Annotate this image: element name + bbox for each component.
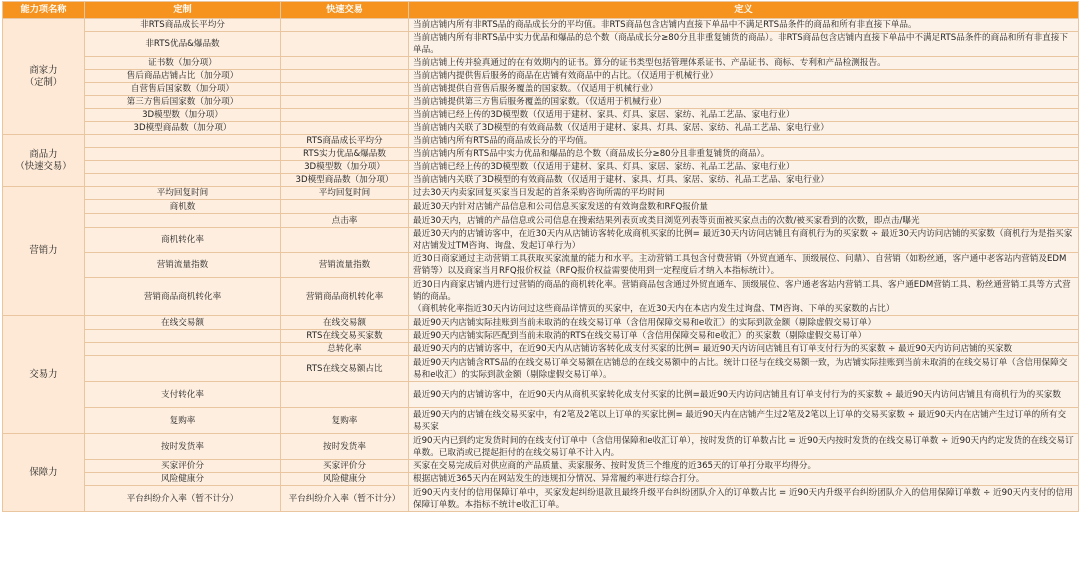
custom-metric	[85, 214, 281, 228]
custom-metric: 按时发货率	[85, 434, 281, 460]
custom-metric: 平台纠纷介入率（暂不计分）	[85, 486, 281, 512]
definition: 买家在交易完成后对供应商的产品质量、卖家服务、按时发货三个维度的近365天的订单打分取平均得分。	[409, 460, 1079, 473]
table-row	[3, 408, 1079, 434]
definition: 最近30天内，店铺的产品信息或公司信息在搜索结果列表页或类目浏览列表等页面被买家点击的次数/被买家看到的次数，即点击/曝光	[409, 214, 1079, 228]
table-row	[3, 343, 1079, 356]
definition: 过去30天内卖家回复买家当日发起的首条采购咨询所需的平均时间	[409, 187, 1079, 200]
table-row	[3, 19, 1079, 32]
quick-metric	[281, 382, 409, 408]
table-row	[3, 70, 1079, 83]
custom-metric	[85, 356, 281, 382]
quick-metric	[281, 122, 409, 135]
definition: 最近90天内的店铺访客中，在近90天内从店铺访客转化成支付买家的比例= 最近90天内访问店铺且有订单支付行为的买家数 ÷ 最近90天内访问店铺的买家数	[409, 343, 1079, 356]
quick-metric	[281, 19, 409, 32]
custom-metric: 非RTS商品成长平均分	[85, 19, 281, 32]
definition: 当前店铺已经上传的3D模型数（仅适用于建材、家具、灯具、家居、家纺、礼品工艺品、家电行业）	[409, 109, 1079, 122]
category-guarantee: 保障力	[3, 434, 85, 512]
quick-metric: RTS商品成长平均分	[281, 135, 409, 148]
definition: 当前店铺内提供售后服务的商品在店铺有效商品中的占比。（仅适用于机械行业）	[409, 70, 1079, 83]
definition: 最近90天内的店铺访客中，在近90天内从商机买家转化成支付买家的比例=最近90天内访问店铺且有订单支付行为的买家数 ÷ 最近90天内访问店铺且有商机行为的买家数	[409, 382, 1079, 408]
custom-metric: 商机数	[85, 200, 281, 214]
custom-metric	[85, 161, 281, 174]
custom-metric: 平均回复时间	[85, 187, 281, 200]
quick-metric: 营销商品商机转化率	[281, 278, 409, 316]
quick-metric: RTS在线交易买家数	[281, 330, 409, 343]
definition: 当前店铺内关联了3D模型的有效商品数（仅适用于建材、家具、灯具、家居、家纺、礼品工艺品、家电行业）	[409, 122, 1079, 135]
quick-metric	[281, 228, 409, 253]
table-row	[3, 200, 1079, 214]
quick-metric: 买家评价分	[281, 460, 409, 473]
table-row	[3, 253, 1079, 278]
custom-metric: 第三方售后国家数（加分项）	[85, 96, 281, 109]
category-marketing: 营销力	[3, 187, 85, 316]
quick-metric: 3D模型商品数（加分项）	[281, 174, 409, 187]
header-capability-name: 能力项名称	[3, 2, 85, 19]
definition: 当前店铺内所有非RTS品中实力优品和爆品的总个数（商品成长分≥80分且非重复铺货的商品）。非RTS商品包含店铺内直接下单品中不满足RTS品条件的商品和所有非直接下单品。	[409, 32, 1079, 57]
header-definition: 定义	[409, 2, 1079, 19]
definition: 近30日商家通过主动营销工具获取买家流量的能力和水平。主动营销工具包含付费营销（外贸直通车、顶级展位、问鼎）、自营销（如粉丝通，客户通中老客站内营销及EDM营销等）以及商家当月RFQ报价权益（RFQ报价权益需要使用到一定程度后才纳入本指标统计）。	[409, 253, 1079, 278]
quick-metric	[281, 70, 409, 83]
custom-metric: 支付转化率	[85, 382, 281, 408]
quick-metric: RTS在线交易额占比	[281, 356, 409, 382]
custom-metric: 在线交易额	[85, 316, 281, 330]
definition: 最近90天内店铺实际挂账到当前未取消的在线交易订单（含信用保障交易和e收汇）的实际到款金额（剔除虚假交易订单）	[409, 316, 1079, 330]
table-row	[3, 356, 1079, 382]
quick-metric: 在线交易额	[281, 316, 409, 330]
quick-metric	[281, 57, 409, 70]
table-row	[3, 434, 1079, 460]
custom-metric: 营销流量指数	[85, 253, 281, 278]
table-row	[3, 135, 1079, 148]
quick-metric: RTS实力优品&爆品数	[281, 148, 409, 161]
table-row	[3, 486, 1079, 512]
quick-metric: 3D模型数（加分项）	[281, 161, 409, 174]
definition: 当前店铺内所有RTS品的商品成长分的平均值。	[409, 135, 1079, 148]
table-row	[3, 460, 1079, 473]
table-row	[3, 187, 1079, 200]
custom-metric	[85, 330, 281, 343]
quick-metric	[281, 200, 409, 214]
capability-definition-table	[2, 1, 1079, 512]
definition: 近30日内商家店铺内进行过营销的商品的商机转化率。营销商品包含通过外贸直通车、顶级展位、客户通老客站内营销工具、客户通EDM营销工具、粉丝通营销工具等方式营销的商品。 （商机转化率指近30天内访问过这些商品详情页的买家中，在近30天内在本店内发生过询盘、TM咨询、下单的买家数的占比）	[409, 278, 1079, 316]
definition: 当前店铺提供自营售后服务覆盖的国家数。（仅适用于机械行业）	[409, 83, 1079, 96]
quick-metric: 风险健康分	[281, 473, 409, 486]
quick-metric: 按时发货率	[281, 434, 409, 460]
custom-metric	[85, 343, 281, 356]
table-row	[3, 330, 1079, 343]
table-row	[3, 57, 1079, 70]
table-row	[3, 214, 1079, 228]
quick-metric	[281, 96, 409, 109]
custom-metric: 3D模型数（加分项）	[85, 109, 281, 122]
quick-metric	[281, 109, 409, 122]
category-merchant: 商家力 （定制）	[3, 19, 85, 135]
category-product: 商品力 （快速交易）	[3, 135, 85, 187]
custom-metric: 买家评价分	[85, 460, 281, 473]
quick-metric: 营销流量指数	[281, 253, 409, 278]
custom-metric: 证书数（加分项）	[85, 57, 281, 70]
definition: 最近30天内针对店铺产品信息和公司信息买家发送的有效询盘数和RFQ报价量	[409, 200, 1079, 214]
quick-metric: 复购率	[281, 408, 409, 434]
definition: 当前店铺已经上传的3D模型数（仅适用于建材、家具、灯具、家居、家纺、礼品工艺品、家电行业）	[409, 161, 1079, 174]
custom-metric: 3D模型商品数（加分项）	[85, 122, 281, 135]
table-row	[3, 96, 1079, 109]
table-row	[3, 148, 1079, 161]
definition: 当前店铺提供第三方售后服务覆盖的国家数。（仅适用于机械行业）	[409, 96, 1079, 109]
definition: 当前店铺上传并验真通过的在有效期内的证书。算分的证书类型包括管理体系证书、产品证书、商标、专利和产品检测报告。	[409, 57, 1079, 70]
table-header-row	[3, 2, 1079, 19]
definition: 最近30天内的店铺访客中，在近30天内从店铺访客转化成商机买家的比例= 最近30天内访问店铺且有商机行为的买家数 ÷ 最近30天内访问店铺的买家数（商机行为是指买家对店铺发过TM咨询、询盘、发起订单行为）	[409, 228, 1079, 253]
definition: 近90天内已到约定发货时间的在线支付订单中（含信用保障和e收汇订单），按时发货的订单数占比 = 近90天内按时发货的在线交易订单数 ÷ 近90天内约定发货的在线交易订单数。已取消或已提起拒付的在线交易订单不计入内。	[409, 434, 1079, 460]
definition: 当前店铺内关联了3D模型的有效商品数（仅适用于建材、家具、灯具、家居、家纺、礼品工艺品、家电行业）	[409, 174, 1079, 187]
definition: 当前店铺内所有RTS品中实力优品和爆品的总个数（商品成长分≥80分且非重复铺货的商品）。	[409, 148, 1079, 161]
table-row	[3, 278, 1079, 316]
custom-metric	[85, 135, 281, 148]
header-custom: 定制	[85, 2, 281, 19]
quick-metric	[281, 83, 409, 96]
definition: 最近90天内店铺含RTS品的在线交易订单交易额在店铺总的在线交易额中的占比。统计口径与在线交易额一致，为店铺实际挂账到当前未取消的在线交易订单（含信用保障交易和e收汇）的实际到款金额（剔除虚假交易订单）。	[409, 356, 1079, 382]
table-row	[3, 32, 1079, 57]
quick-metric: 平均回复时间	[281, 187, 409, 200]
table-row	[3, 473, 1079, 486]
custom-metric: 非RTS优品&爆品数	[85, 32, 281, 57]
table-row	[3, 122, 1079, 135]
table-row	[3, 83, 1079, 96]
definition: 最近90天内的店铺在线交易买家中，有2笔及2笔以上订单的买家比例= 最近90天内在店铺产生过2笔及2笔以上订单的交易买家数 ÷ 最近90天内在店铺产生过订单的所有交易买家	[409, 408, 1079, 434]
custom-metric: 营销商品商机转化率	[85, 278, 281, 316]
table-row	[3, 228, 1079, 253]
custom-metric	[85, 148, 281, 161]
custom-metric	[85, 174, 281, 187]
definition: 近90天内支付的信用保障订单中，买家发起纠纷退款且最终升级平台纠纷团队介入的订单数占比 = 近90天内升级平台纠纷团队介入的信用保障订单数 ÷ 近90天内支付的信用保障订单数。本指标不统计e收汇订单。	[409, 486, 1079, 512]
quick-metric: 总转化率	[281, 343, 409, 356]
table-row	[3, 109, 1079, 122]
custom-metric: 自营售后国家数（加分项）	[85, 83, 281, 96]
table-row	[3, 382, 1079, 408]
custom-metric: 售后商品店铺占比（加分项）	[85, 70, 281, 83]
definition: 根据店铺近365天内在网站发生的违规扣分情况、异常履约率进行综合打分。	[409, 473, 1079, 486]
table-row	[3, 316, 1079, 330]
table-row	[3, 161, 1079, 174]
quick-metric: 点击率	[281, 214, 409, 228]
quick-metric: 平台纠纷介入率（暂不计分）	[281, 486, 409, 512]
definition: 当前店铺内所有非RTS品的商品成长分的平均值。非RTS商品包含店铺内直接下单品中不满足RTS品条件的商品和所有非直接下单品。	[409, 19, 1079, 32]
category-trade: 交易力	[3, 316, 85, 434]
definition: 最近90天内店铺实际匹配到当前未取消的RTS在线交易订单（含信用保障交易和e收汇）的买家数（剔除虚假交易订单）	[409, 330, 1079, 343]
custom-metric: 复购率	[85, 408, 281, 434]
quick-metric	[281, 32, 409, 57]
table-row	[3, 174, 1079, 187]
custom-metric: 商机转化率	[85, 228, 281, 253]
custom-metric: 风险健康分	[85, 473, 281, 486]
header-quick-trade: 快速交易	[281, 2, 409, 19]
